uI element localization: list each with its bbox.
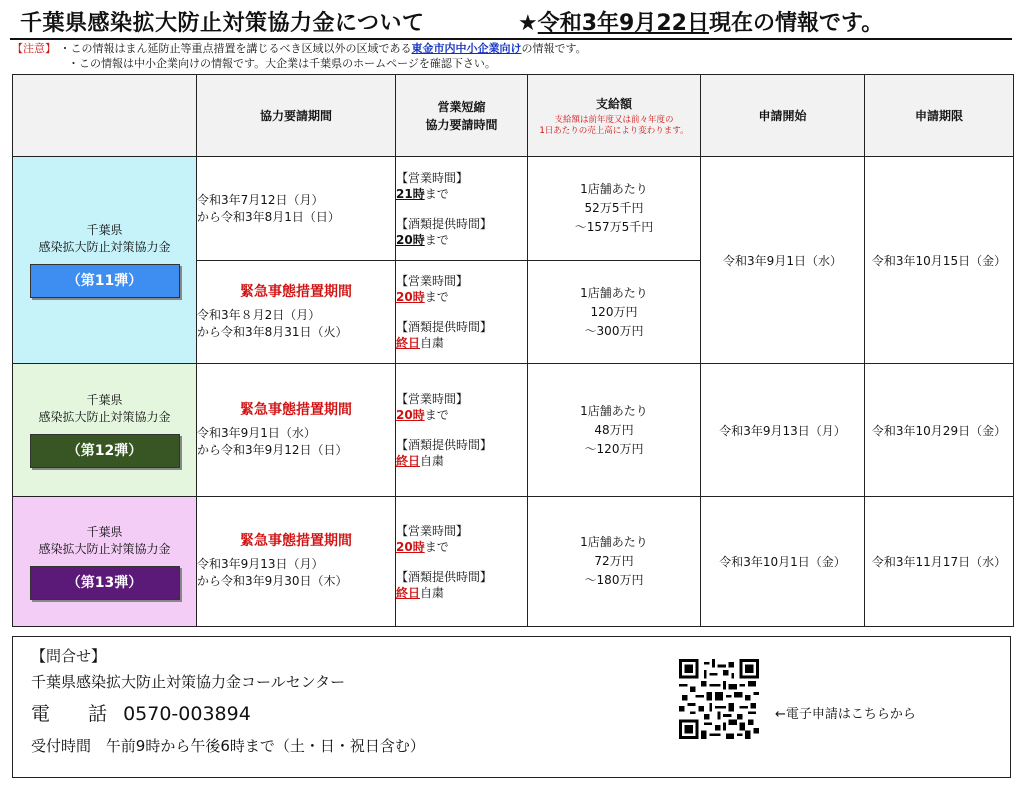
- round-12-start: 令和3年9月13日（月）: [701, 364, 865, 497]
- header-start: 申請開始: [701, 75, 865, 157]
- hours-v1: 20時: [396, 408, 425, 422]
- hours-s2: 自粛: [420, 454, 445, 468]
- hours-h2: 【酒類提供時間】: [396, 438, 493, 452]
- round-13-period: [197, 497, 396, 627]
- hours-s1: まで: [424, 539, 449, 554]
- notice-highlight: 東金市内中小企業向け: [411, 42, 522, 55]
- amount-l1: 1店舗あたり: [580, 182, 648, 196]
- round-13-label: [13, 497, 197, 627]
- round-name-l1: 千葉県: [86, 524, 123, 539]
- hours-h2: 【酒類提供時間】: [396, 569, 493, 584]
- contact-box: [12, 636, 1011, 778]
- round-11-period-2: [197, 261, 396, 364]
- hours-v2: 終日: [396, 454, 421, 468]
- amount-l3: ～157万5千円: [574, 220, 654, 234]
- amount-l2: 52万5千円: [584, 201, 644, 215]
- round-name-l1: 千葉県: [86, 393, 123, 407]
- round-11-amount-2: [528, 261, 701, 364]
- round-11-label: [13, 157, 197, 364]
- table-row: [13, 364, 1014, 497]
- phone-label: 電 話: [31, 703, 108, 725]
- title-divider: [10, 38, 1012, 40]
- contact-hours-row: [31, 735, 425, 756]
- round-13-start: 令和3年10月1日（金）: [701, 497, 865, 627]
- round-name-l1: 千葉県: [86, 223, 123, 237]
- contact-phone-row: [31, 699, 251, 726]
- amount-l3: ～300万円: [584, 323, 644, 338]
- amount-l1: 1店舗あたり: [580, 403, 648, 418]
- hours-h2: 【酒類提供時間】: [396, 320, 493, 334]
- hours-v1: 21時: [396, 186, 425, 201]
- header-hours-l1: 営業短縮: [437, 99, 486, 114]
- hours-v1: 20時: [396, 290, 425, 304]
- round-11-hours-1: [396, 157, 528, 261]
- hours-v1: 20時: [396, 539, 425, 554]
- round-11-start: 令和3年9月1日（水）: [701, 157, 865, 364]
- update-date-suffix: 現在の情報です。: [708, 11, 884, 36]
- header-deadline: 申請期限: [865, 75, 1014, 157]
- round-11-deadline: 令和3年10月15日（金）: [865, 157, 1014, 364]
- table-header-row: [13, 75, 1014, 157]
- round-13-deadline: 令和3年11月17日（水）: [865, 497, 1014, 627]
- period-l1: 令和3年9月13日（月）: [197, 557, 324, 571]
- star-mark: ★: [518, 11, 538, 36]
- update-date-value: 令和3年9月22日: [537, 11, 709, 36]
- header-amount: [528, 75, 701, 157]
- hours-label: 受付時間: [31, 737, 92, 755]
- hours-s2: 自粛: [420, 585, 445, 600]
- contact-center: 千葉県感染拡大防止対策協力金コールセンター: [31, 673, 346, 691]
- period-l1: 令和3年８月2日（月）: [197, 307, 321, 322]
- round-12-badge: （第12弾）: [30, 434, 180, 468]
- hours-s1: まで: [424, 290, 449, 304]
- table-row: [13, 497, 1014, 627]
- amount-note-l1: 支給額は前年度又は前々年度の: [554, 114, 674, 125]
- round-12-amount: [528, 364, 701, 497]
- round-13-amount: [528, 497, 701, 627]
- notice-text-1-post: の情報です。: [521, 42, 587, 55]
- amount-l1: 1店舗あたり: [580, 285, 648, 300]
- header-period: 協力要請期間: [197, 75, 396, 157]
- subsidy-table: [12, 74, 1014, 627]
- round-name-l2: 感染拡大防止対策協力金: [38, 240, 171, 254]
- emergency-label: 緊急事態措置期間: [240, 401, 352, 418]
- round-12-deadline: 令和3年10月29日（金）: [865, 364, 1014, 497]
- round-name-l2: 感染拡大防止対策協力金: [38, 410, 171, 424]
- page-title: 千葉県感染拡大防止対策協力金について: [20, 11, 425, 36]
- round-11-amount-1: [528, 157, 701, 261]
- page-header: [20, 4, 1010, 38]
- emergency-label: 緊急事態措置期間: [240, 533, 352, 549]
- round-11-badge: （第11弾）: [30, 264, 180, 298]
- hours-s2: まで: [424, 232, 449, 247]
- period-l1: 令和3年7月12日（月）: [197, 192, 324, 207]
- hours-h1: 【営業時間】: [396, 170, 469, 185]
- round-12-period: [197, 364, 396, 497]
- period-l2: から令和3年9月12日（日）: [197, 442, 348, 457]
- period-l2: から令和3年9月30日（木）: [197, 574, 348, 588]
- hours-h2: 【酒類提供時間】: [396, 216, 493, 231]
- notice-text-2: ・この情報は中小企業向けの情報です。大企業は千葉県のホームページを確認下さい。: [68, 57, 496, 70]
- round-name-l2: 感染拡大防止対策協力金: [38, 541, 171, 556]
- hours-v2: 終日: [396, 585, 421, 600]
- amount-l2: 120万円: [590, 304, 638, 319]
- round-11-hours-2: [396, 261, 528, 364]
- hours-s1: まで: [424, 186, 449, 201]
- qr-label: ←電子申請はこちらから: [775, 707, 916, 722]
- amount-l1: 1店舗あたり: [580, 535, 648, 549]
- phone-number[interactable]: 0570-003894: [123, 703, 251, 725]
- period-l2: から令和3年8月1日（日）: [197, 209, 340, 224]
- update-date: [518, 6, 883, 37]
- header-hours-l2: 協力要請時間: [425, 117, 498, 132]
- header-amount-label: 支給額: [595, 96, 632, 111]
- contact-heading: 【問合せ】: [31, 647, 107, 665]
- hours-h1: 【営業時間】: [396, 274, 469, 288]
- round-12-hours: [396, 364, 528, 497]
- emergency-label: 緊急事態措置期間: [240, 283, 352, 300]
- period-l2: から令和3年8月31日（火）: [197, 324, 348, 339]
- round-13-badge: （第13弾）: [30, 566, 180, 600]
- amount-l3: ～180万円: [584, 573, 644, 587]
- amount-l3: ～120万円: [584, 441, 644, 456]
- table-row: [13, 157, 1014, 261]
- hours-value: 午前9時から午後6時まで（土・日・祝日含む）: [105, 737, 425, 755]
- round-11-period-1: [197, 157, 396, 261]
- amount-l2: 48万円: [594, 422, 634, 437]
- hours-h1: 【営業時間】: [396, 392, 469, 406]
- amount-l2: 72万円: [594, 554, 634, 568]
- hours-h1: 【営業時間】: [396, 523, 469, 538]
- hours-v2: 終日: [396, 336, 421, 350]
- period-l1: 令和3年9月1日（水）: [197, 425, 316, 440]
- header-amount-note: [528, 115, 700, 137]
- hours-s1: まで: [424, 408, 449, 422]
- round-12-label: [13, 364, 197, 497]
- header-hours: [396, 75, 528, 157]
- notice-line-2: [68, 57, 496, 71]
- qr-code-icon[interactable]: [679, 659, 759, 739]
- notice-line-1: [12, 42, 587, 56]
- notice-text-1: ・この情報はまん延防止等重点措置を講じるべき区域以外の区域である: [59, 42, 412, 55]
- hours-v2: 20時: [396, 232, 425, 247]
- amount-note-l2: 1日あたりの売上高により変わります。: [539, 125, 689, 136]
- hours-s2: 自粛: [420, 336, 445, 350]
- round-13-hours: [396, 497, 528, 627]
- header-blank: [13, 75, 197, 157]
- notice-tag: 【注意】: [12, 42, 56, 55]
